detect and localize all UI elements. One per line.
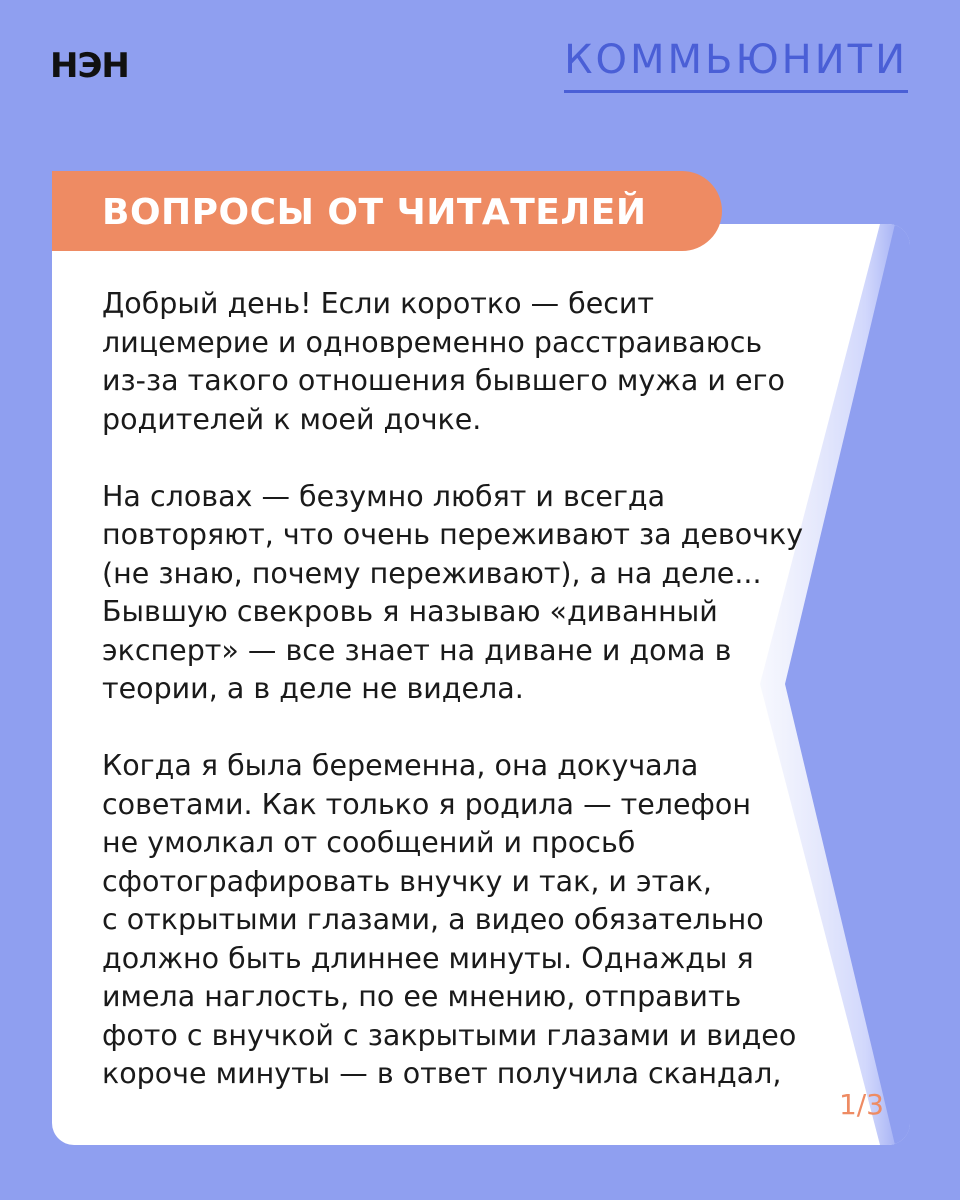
text-line: Когда я была беременна, она докучала [102,749,699,782]
banner-title: ВОПРОСЫ ОТ ЧИТАТЕЛЕЙ [102,192,647,233]
text-line: повторяют, что очень переживают за девочку [102,518,804,551]
text-line: из-за такого отношения бывшего мужа и его [102,364,785,397]
logo: НЭН [50,46,129,86]
paragraph [102,285,892,439]
text-line: имела наглость, по ее мнению, отправить [102,980,742,1013]
text-line: короче минуты — в ответ получила скандал, [102,1057,782,1090]
text-line: не умолкал от сообщений и просьб [102,826,636,859]
banner [52,171,722,251]
text-line: фото с внучкой с закрытыми глазами и видео [102,1018,797,1052]
text-line: с открытыми глазами, а видео обязательно [102,903,764,936]
section-title: КОММЬЮНИТИ [564,40,908,93]
paragraph [102,478,892,709]
text-line: Добрый день! Если коротко — бесит [102,287,655,320]
text-line: родителей к моей дочке. [102,402,482,436]
text-line: лицемерие и одновременно расстраиваюсь [102,325,763,359]
text-line: теории, а в деле не видела. [102,672,524,705]
question-text [102,285,892,1132]
text-line: сфотографировать внучку и так, и этак, [102,864,712,898]
text-line: (не знаю, почему переживают), а на деле... [102,556,762,590]
text-line: должно быть длиннее минуты. Однажды я [102,941,754,975]
paragraph [102,747,892,1094]
text-line: На словах — безумно любят и всегда [102,479,666,513]
page-indicator: 1/3 [838,1088,884,1121]
text-line: советами. Как только я родила — телефон [102,787,751,821]
text-line: Бывшую свекровь я называю «диванный [102,595,718,628]
text-line: эксперт» — все знает на диване и дома в [102,633,732,667]
